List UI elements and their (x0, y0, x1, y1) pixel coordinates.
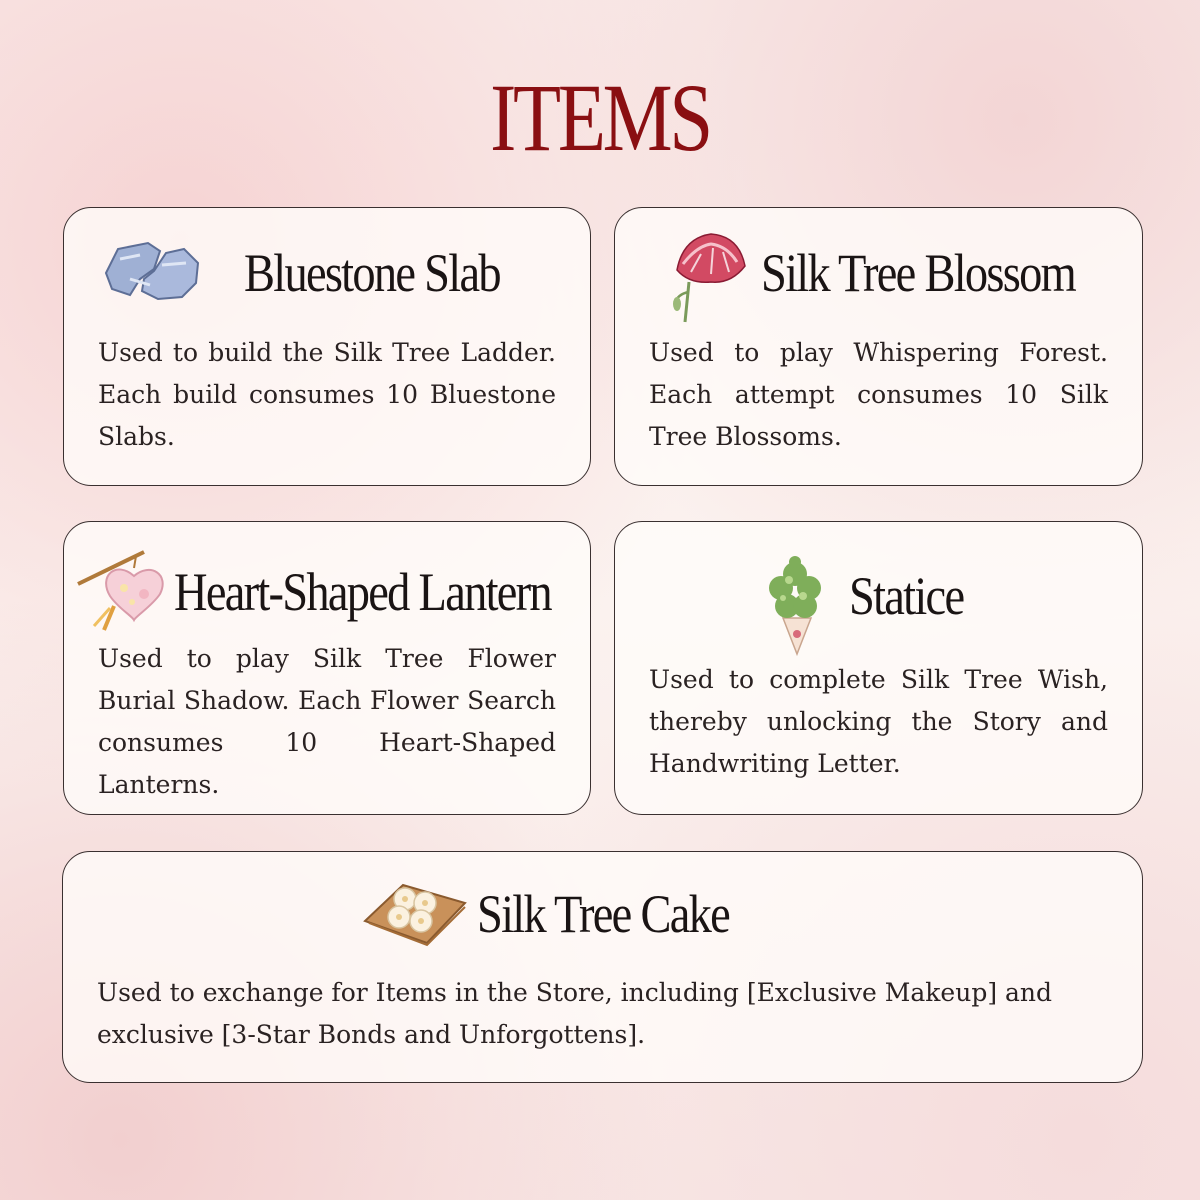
item-description: Used to exchange for Items in the Store, including [Exclusive Makeup] and exclusive [3-Star Bonds and Unforgottens]. (97, 978, 1053, 1049)
item-description: Used to play Whispering Forest. Each attempt consumes 10 Silk Tree Blossoms. (649, 338, 1108, 451)
item-card-silk-tree-blossom (614, 207, 1143, 486)
item-description: Used to build the Silk Tree Ladder. Each build consumes 10 Bluestone Slabs. (98, 338, 556, 451)
bluestone-slab-icon (100, 235, 204, 311)
item-card-silk-tree-cake (62, 851, 1143, 1083)
page-title: ITEMS (490, 64, 710, 171)
silk-tree-cake-icon (363, 881, 467, 951)
item-name: Heart-Shaped Lantern (174, 562, 551, 622)
item-description: Used to play Silk Tree Flower Burial Shadow. Each Flower Search consumes 10 Heart-Shaped Lanterns. (98, 644, 556, 799)
heart-lantern-icon (74, 550, 168, 640)
item-card-statice (614, 521, 1143, 815)
item-name: Silk Tree Blossom (761, 243, 1076, 303)
item-card-heart-shaped-lantern (63, 521, 591, 815)
silk-tree-blossom-icon (667, 232, 749, 328)
item-card-bluestone-slab (63, 207, 591, 486)
item-name: Statice (849, 566, 964, 626)
item-name: Bluestone Slab (244, 243, 500, 303)
item-description: Used to complete Silk Tree Wish, thereby unlocking the Story and Handwriting Letter. (649, 665, 1108, 778)
item-name: Silk Tree Cake (477, 884, 730, 944)
statice-bouquet-icon (763, 554, 827, 662)
